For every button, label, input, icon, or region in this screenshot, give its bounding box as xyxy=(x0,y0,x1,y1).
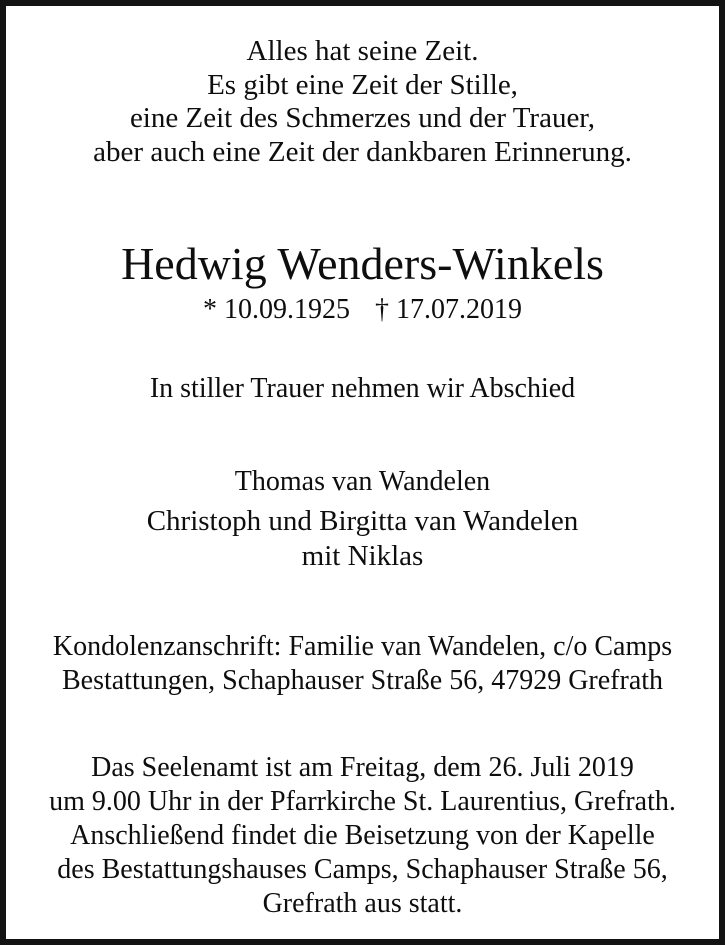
mourner-line: Christoph und Birgitta van Wandelen xyxy=(146,505,579,537)
service-line: Das Seelenamt ist am Freitag, dem 26. Juli 2019 xyxy=(91,752,634,783)
deceased-name: Hedwig Wenders-Winkels xyxy=(121,238,604,289)
service-details xyxy=(6,751,719,921)
memorial-verse xyxy=(6,35,719,169)
mourner-line: mit Niklas xyxy=(301,540,424,572)
farewell-line: In stiller Trauer nehmen wir Abschied xyxy=(149,373,576,404)
service-line: des Bestattungshauses Camps, Schaphauser Straße 56, xyxy=(57,854,668,885)
service-line: Anschließend findet die Beisetzung von der Kapelle xyxy=(70,820,655,851)
verse-line: Alles hat seine Zeit. xyxy=(246,35,479,67)
death-date: † 17.07.2019 xyxy=(375,294,522,325)
verse-line: Es gibt eine Zeit der Stille, xyxy=(207,68,518,101)
condolence-line: Bestattungen, Schaphauser Straße 56, 47929 Grefrath xyxy=(61,664,664,696)
service-line: Grefrath aus statt. xyxy=(262,888,463,919)
mourners-group xyxy=(6,504,719,574)
life-dates xyxy=(6,293,719,327)
service-line: um 9.00 Uhr in der Pfarrkirche St. Laurentius, Grefrath. xyxy=(49,786,676,817)
verse-line: eine Zeit des Schmerzes und der Trauer, xyxy=(129,102,596,134)
mourner-line: Thomas van Wandelen xyxy=(234,466,491,497)
verse-line: aber auch eine Zeit der dankbaren Erinnerung. xyxy=(93,135,632,168)
condolence-address xyxy=(6,630,719,697)
birth-date: * 10.09.1925 xyxy=(203,294,350,325)
condolence-line: Kondolenzanschrift: Familie van Wandelen, c/o Camps xyxy=(52,631,673,662)
